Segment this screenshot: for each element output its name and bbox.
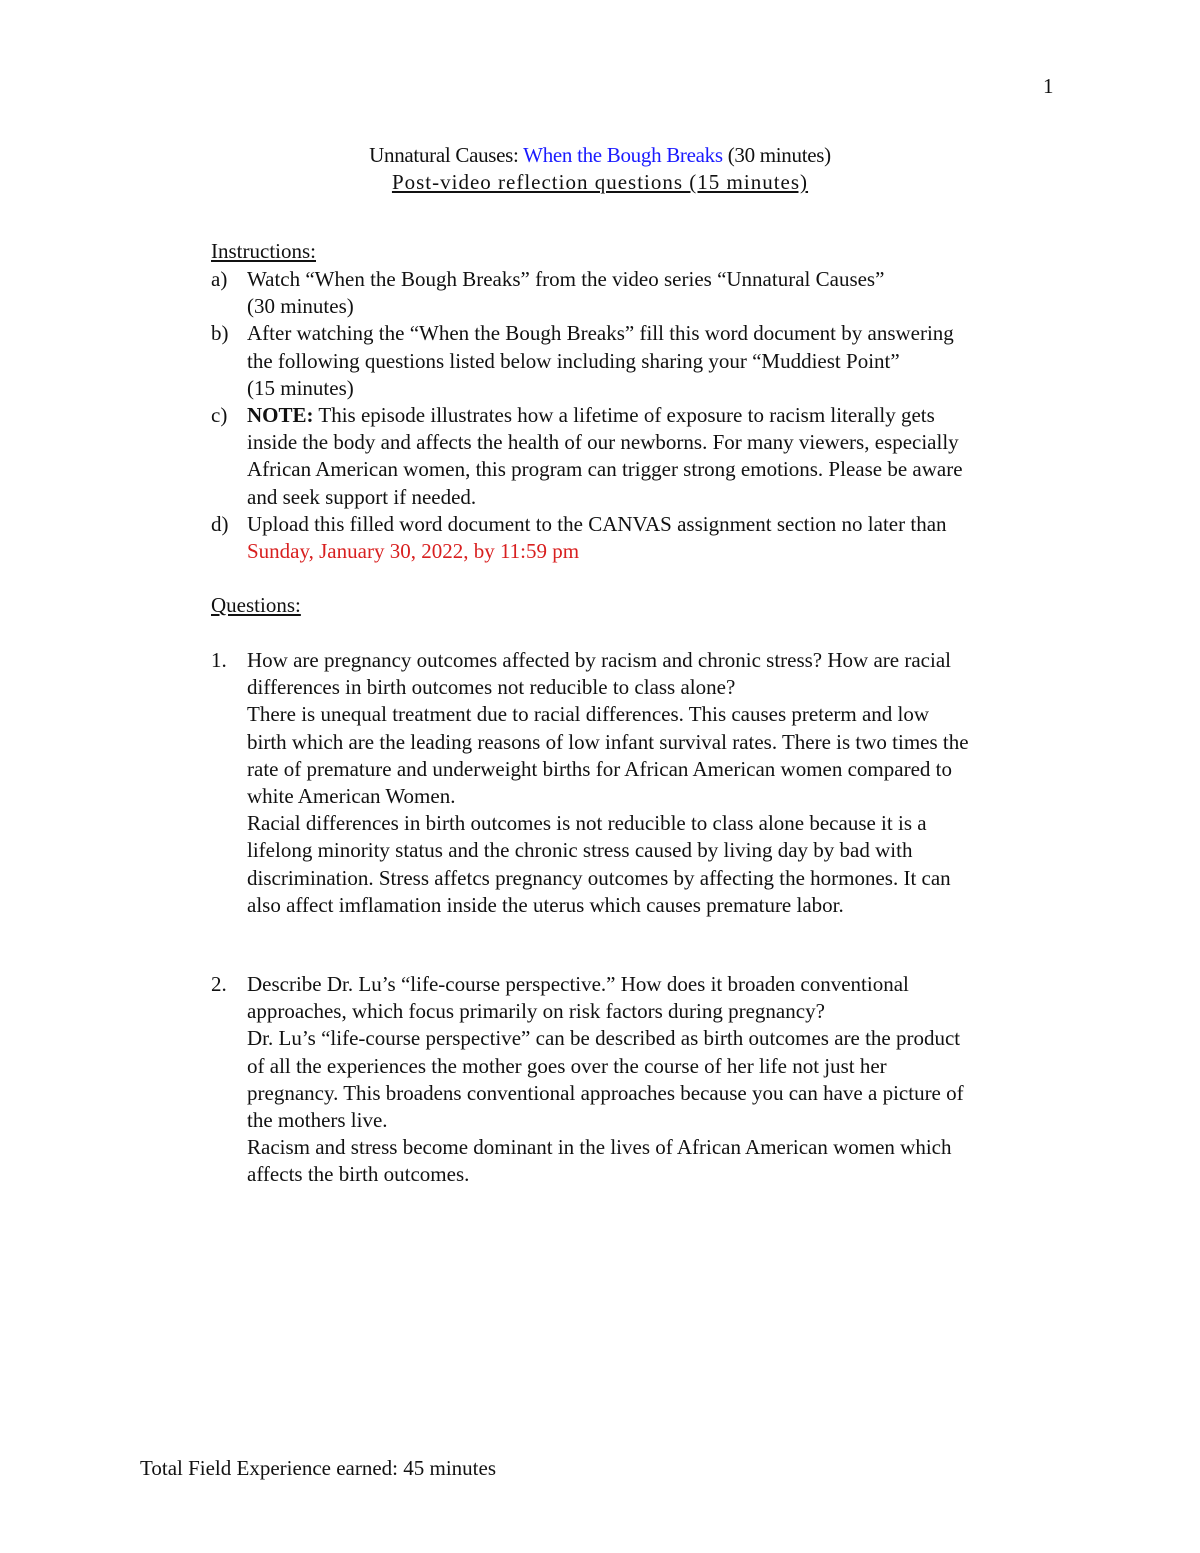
instruction-line: and seek support if needed. — [247, 484, 477, 509]
answer-line: birth which are the leading reasons of low infant survival rates. There is two times the — [247, 729, 969, 754]
answer-line: pregnancy. This broadens conventional approaches because you can have a picture of — [247, 1080, 964, 1105]
questions-heading: Questions: — [211, 593, 301, 617]
question-marker: 1. — [211, 648, 227, 672]
instructions-heading: Instructions: — [211, 239, 316, 263]
answer-line: white American Women. — [247, 784, 456, 809]
document-title — [0, 143, 1200, 168]
instructions-list — [211, 266, 1071, 565]
instruction-item-c — [211, 402, 1071, 511]
question-item — [211, 647, 1071, 919]
instruction-marker: b) — [211, 321, 229, 346]
title-suffix: (30 minutes) — [722, 143, 831, 167]
question-line: How are pregnancy outcomes affected by racism and chronic stress? How are racial — [247, 648, 951, 672]
question-line: Describe Dr. Lu’s “life-course perspective.” How does it broaden conventional — [247, 972, 909, 996]
answer-line: the mothers live. — [247, 1108, 388, 1133]
answer-line: There is unequal treatment due to racial differences. This causes preterm and low — [247, 702, 930, 727]
answer-line: Dr. Lu’s “life-course perspective” can be described as birth outcomes are the product — [247, 1026, 961, 1051]
footer-total: Total Field Experience earned: 45 minutes — [140, 1456, 496, 1480]
instruction-line: After watching the “When the Bough Breaks” fill this word document by answering — [247, 321, 954, 346]
answer-line: rate of premature and underweight births for African American women compared to — [247, 756, 952, 781]
deadline-text: Sunday, January 30, 2022, by 11:59 pm — [247, 539, 580, 564]
instruction-line: inside the body and affects the health of our newborns. For many viewers, especially — [247, 430, 959, 455]
instruction-line: (15 minutes) — [247, 375, 354, 400]
instruction-item-a — [211, 266, 1071, 320]
question-2 — [211, 971, 1071, 1189]
answer-line: affects the birth outcomes. — [247, 1162, 470, 1187]
question-line: differences in birth outcomes not reducible to class alone? — [247, 675, 736, 700]
instruction-line: African American women, this program can trigger strong emotions. Please be aware — [247, 457, 963, 482]
answer-line: discrimination. Stress affetcs pregnancy outcomes by affecting the hormones. It can — [247, 865, 951, 890]
answer-line: lifelong minority status and the chronic stress caused by living day by bad with — [247, 838, 913, 863]
instruction-line: Upload this filled word document to the CANVAS assignment section no later than — [247, 511, 947, 536]
question-marker: 2. — [211, 972, 227, 996]
answer-line: Racism and stress become dominant in the lives of African American women which — [247, 1135, 952, 1160]
instruction-marker: a) — [211, 267, 228, 291]
instruction-line: the following questions listed below including sharing your “Muddiest Point” — [247, 348, 900, 373]
question-line: approaches, which focus primarily on risk factors during pregnancy? — [247, 999, 825, 1024]
answer-line: of all the experiences the mother goes over the course of her life not just her — [247, 1053, 887, 1078]
title-link: When the Bough Breaks — [523, 143, 723, 167]
instruction-line — [247, 402, 1071, 429]
question-1 — [211, 647, 1071, 919]
question-item — [211, 971, 1071, 1189]
title-prefix: Unnatural Causes: — [369, 143, 524, 167]
answer-line: Racial differences in birth outcomes is not reducible to class alone because it is a — [247, 811, 927, 836]
note-text: This episode illustrates how a lifetime of exposure to racism literally gets — [313, 403, 935, 428]
note-label: NOTE: — [247, 403, 314, 428]
answer-line: also affect imflamation inside the uterus which causes premature labor. — [247, 892, 844, 917]
instruction-marker: d) — [211, 511, 229, 536]
instruction-line: (30 minutes) — [247, 294, 354, 319]
instruction-marker: c) — [211, 403, 228, 428]
instruction-item-b — [211, 320, 1071, 402]
instruction-item-d — [211, 511, 1071, 565]
document-subtitle: Post-video reflection questions (15 minutes) — [391, 170, 809, 194]
instruction-line: Watch “When the Bough Breaks” from the video series “Unnatural Causes” — [247, 267, 885, 291]
page-number: 1 — [1043, 74, 1054, 98]
